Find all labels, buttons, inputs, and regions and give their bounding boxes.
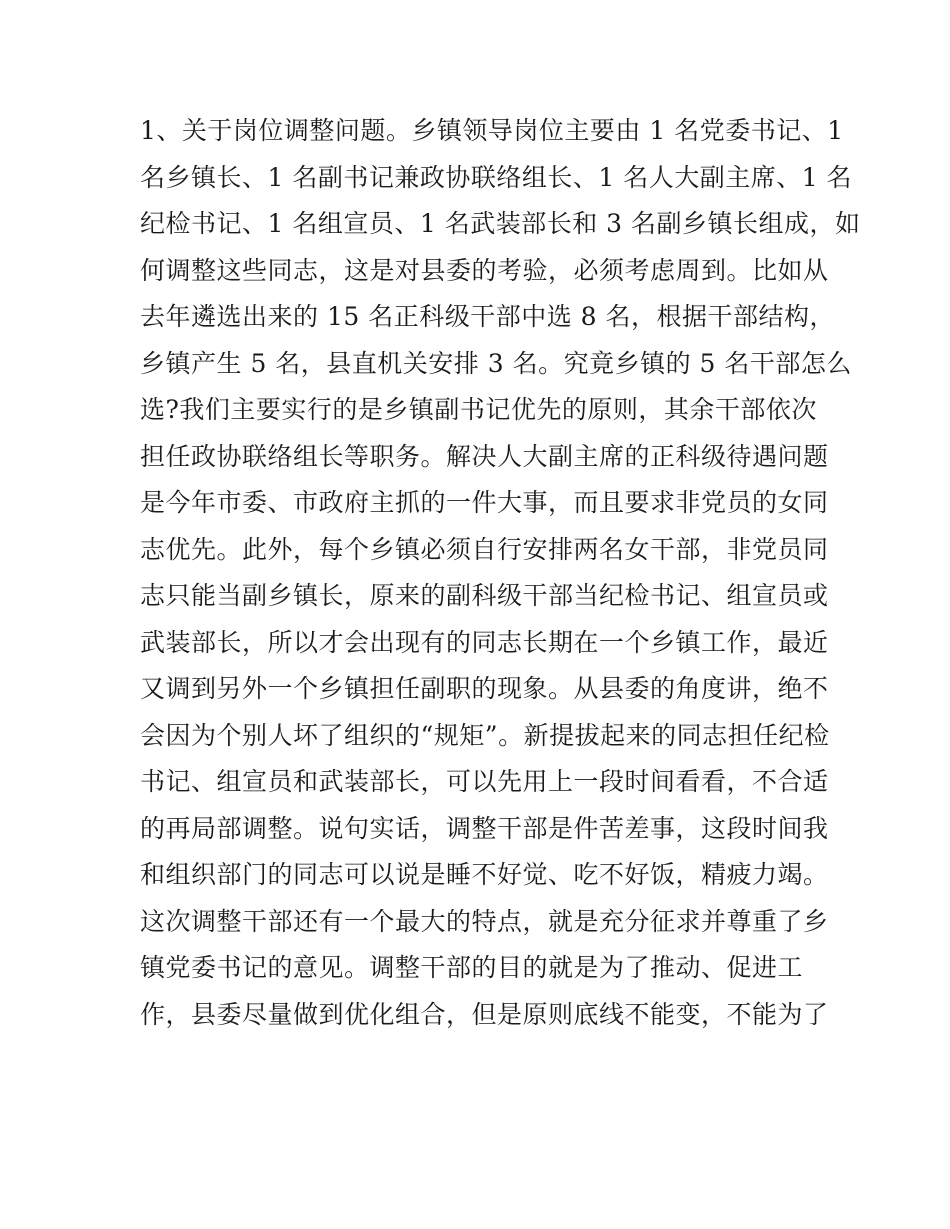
text-line-18: 这次调整干部还有一个最大的特点，就是充分征求并尊重了乡 xyxy=(140,906,829,936)
text-line-17: 和组织部门的同志可以说是睡不好觉、吃不好饭，精疲力竭。 xyxy=(140,860,829,889)
text-line-11: 志只能当副乡镇长，原来的副科级干部当纪检书记、组宣员或 xyxy=(140,581,829,610)
text-line-7: 选?我们主要实行的是乡镇副书记优先的原则，其余干部依次 xyxy=(140,395,817,424)
text-line-5: 去年遴选出来的 15 名正科级干部中选 8 名，根据干部结构， xyxy=(140,302,836,331)
text-line-12: 武装部长，所以才会出现有的同志长期在一个乡镇工作，最近 xyxy=(140,627,829,657)
text-line-3: 纪检书记、1 名组宣员、1 名武装部长和 3 名副乡镇长组成，如 xyxy=(140,209,861,238)
text-line-6: 乡镇产生 5 名，县直机关安排 3 名。究竟乡镇的 5 名干部怎么 xyxy=(140,348,852,378)
text-line-9: 是今年市委、市政府主抓的一件大事，而且要求非党员的女同 xyxy=(140,488,829,517)
text-line-14: 会因为个别人坏了组织的“规矩”。新提拔起来的同志担任纪检 xyxy=(140,720,830,750)
text-line-4: 何调整这些同志，这是对县委的考验，必须考虑周到。比如从 xyxy=(140,255,829,285)
text-line-1: 1、关于岗位调整问题。乡镇领导岗位主要由 1 名党委书记、1 xyxy=(140,116,844,145)
body-paragraph xyxy=(140,108,861,1038)
text-line-20: 作，县委尽量做到优化组合，但是原则底线不能变，不能为了 xyxy=(140,999,829,1029)
text-line-2: 名乡镇长、1 名副书记兼政协联络组长、1 名人大副主席、1 名 xyxy=(140,162,853,192)
text-line-16: 的再局部调整。说句实话，调整干部是件苦差事，这段时间我 xyxy=(140,813,829,843)
text-line-8: 担任政协联络组长等职务。解决人大副主席的正科级待遇问题 xyxy=(140,441,829,471)
text-line-10: 志优先。此外，每个乡镇必须自行安排两名女干部，非党员同 xyxy=(140,534,829,564)
text-line-15: 书记、组宣员和武装部长，可以先用上一段时间看看，不合适 xyxy=(140,767,829,796)
text-line-13: 又调到另外一个乡镇担任副职的现象。从县委的角度讲，绝不 xyxy=(140,674,829,703)
text-line-19: 镇党委书记的意见。调整干部的目的就是为了推动、促进工 xyxy=(140,953,804,982)
